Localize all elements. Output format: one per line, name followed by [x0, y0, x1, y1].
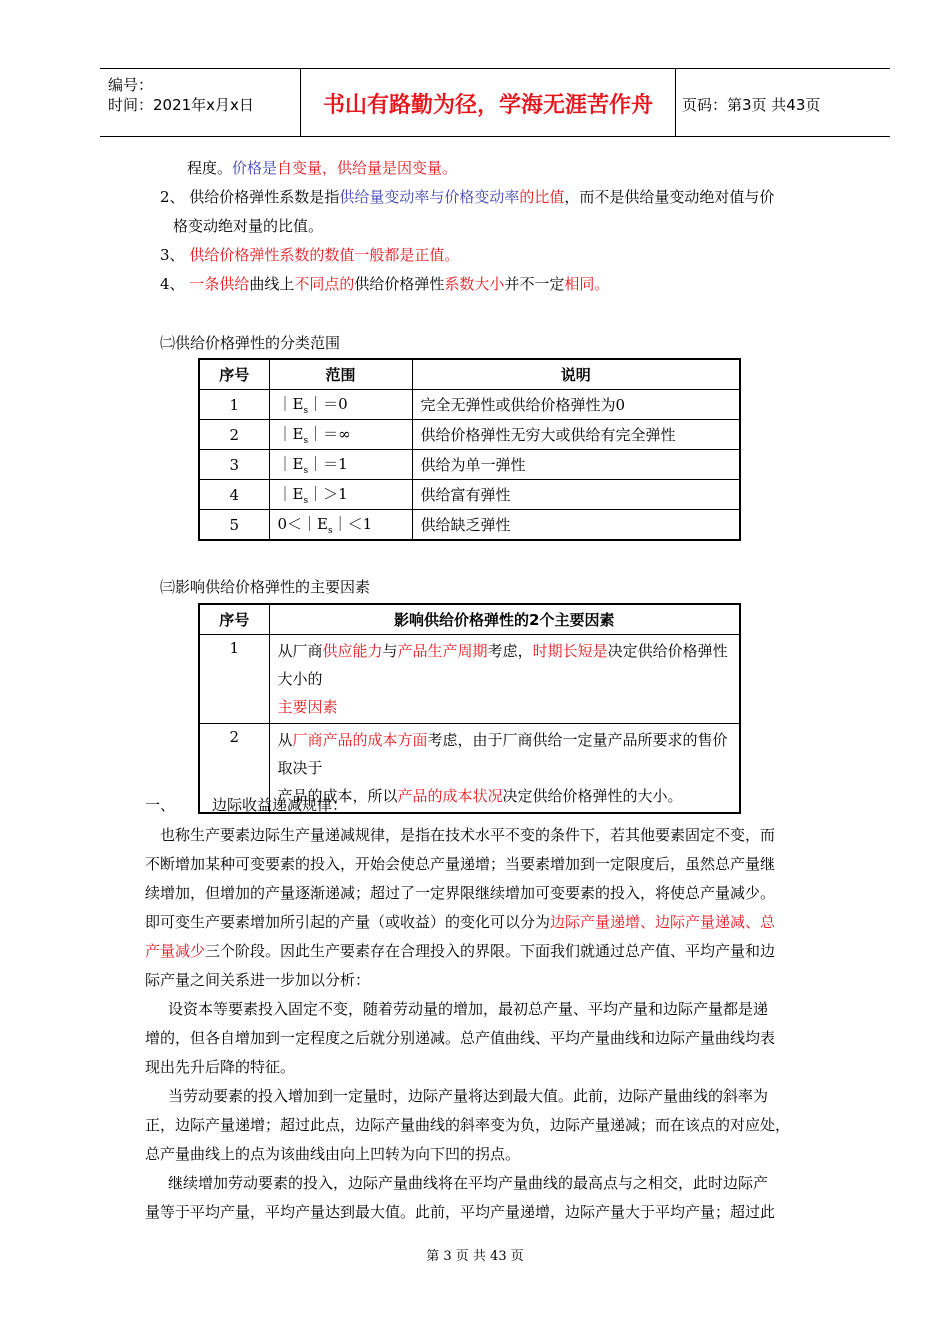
cell-desc: 供给为单一弹性 [412, 450, 740, 480]
heading-marginal-returns: 边际收益递减规律： [212, 796, 348, 814]
header-divider [300, 69, 301, 136]
para-line: 际产量之间关系进一步加以分析： [145, 971, 371, 989]
text: 并不一定 [504, 275, 565, 293]
header-range: 范围 [269, 359, 412, 390]
table-row [199, 450, 740, 480]
para-line: 续增加，但增加的产量逐渐递减；超过了一定界限继续增加可变要素的投入，将使总产量减少。 [145, 884, 776, 902]
text: 的比值 [519, 188, 565, 206]
heading-number: 一、 [145, 796, 176, 814]
text: 价格是 [232, 159, 278, 177]
text: 程度。 [187, 159, 233, 177]
text: 供给价格弹性系数的数值一般都是正值。 [189, 246, 460, 264]
table-row [199, 420, 740, 450]
intro-line-1 [187, 158, 457, 178]
header-number: 编号： [108, 76, 154, 94]
factors-table [198, 603, 741, 814]
intro-line-3 [160, 245, 459, 265]
cell-range: $|E_s|=\infty$ [269, 420, 412, 450]
cell-range: $|E_s|>1$ [269, 480, 412, 510]
cell-desc: 供给富有弹性 [412, 480, 740, 510]
text: 3、 [160, 246, 190, 264]
text: 2、 供给价格弹性系数是指 [160, 188, 340, 206]
cell-range: $0<|E_s|<1$ [269, 510, 412, 541]
para-line: 继续增加劳动要素的投入，边际产量曲线将在平均产量曲线的最高点与之相交，此时边际产 [168, 1174, 769, 1192]
header-factors: 影响供给价格弹性的2个主要因素 [269, 604, 740, 635]
intro-line-4 [160, 274, 609, 294]
cell-desc: 完全无弹性或供给价格弹性为0 [412, 390, 740, 420]
text: 自变量，供给量是因变量。 [277, 159, 458, 177]
text: 不同点的 [294, 275, 355, 293]
header-desc: 说明 [412, 359, 740, 390]
text: 供给量变动率与价格变动率 [339, 188, 520, 206]
para-line: 不断增加某种可变要素的投入，开始会使总产量递增；当要素增加到一定限度后，虽然总产量继 [145, 855, 776, 873]
table-row [199, 635, 740, 724]
header-meta [108, 75, 254, 115]
page-header [100, 68, 890, 137]
cell-no: 5 [199, 510, 269, 541]
para-line: 增的，但各自增加到一定程度之后就分别递减。总产值曲线、平均产量曲线和边际产量曲线均表 [145, 1029, 776, 1047]
para-line: 现出先升后降的特征。 [145, 1058, 296, 1076]
page-footer: 第 3 页 共 43 页 [426, 1249, 524, 1264]
text: 4、 [160, 275, 190, 293]
cell-range: $|E_s|=0$ [269, 390, 412, 420]
cell-no: 1 [199, 635, 269, 724]
cell-range: $|E_s|=1$ [269, 450, 412, 480]
section-title-classification: ㈡供给价格弹性的分类范围 [160, 334, 341, 352]
header-page-info: 页码：第3页 共43页 [682, 96, 821, 114]
text: 曲线上 [249, 275, 295, 293]
cell-desc: 供给缺乏弹性 [412, 510, 740, 541]
para-line: 设资本等要素投入固定不变，随着劳动量的增加，最初总产量、平均产量和边际产量都是递 [168, 1000, 769, 1018]
header-time: 时间：2021年x月x日 [108, 96, 254, 114]
section-title-factors: ㈢影响供给价格弹性的主要因素 [160, 578, 371, 596]
table-row [199, 480, 740, 510]
cell-no: 2 [199, 420, 269, 450]
para-line: 即可变生产要素增加所引起的产量（或收益）的变化可以分为边际产量递增、边际产量递减、总 [145, 913, 776, 931]
cell-no: 1 [199, 390, 269, 420]
table-header-row [199, 604, 740, 635]
header-divider [675, 69, 676, 136]
text: 供给价格弹性 [354, 275, 445, 293]
cell-desc: 供给价格弹性无穷大或供给有完全弹性 [412, 420, 740, 450]
text: 系数大小 [444, 275, 505, 293]
classification-table [198, 358, 741, 541]
table-row [199, 510, 740, 541]
cell-no: 3 [199, 450, 269, 480]
para-line: 量等于平均产量，平均产量达到最大值。此前，平均产量递增，边际产量大于平均产量；超过此 [145, 1203, 776, 1221]
intro-line-2 [160, 187, 774, 207]
header-no: 序号 [199, 359, 269, 390]
cell-no: 2 [199, 724, 269, 814]
para-line: 当劳动要素的投入增加到一定量时，边际产量将达到最大值。此前，边际产量曲线的斜率为 [168, 1087, 769, 1105]
para-line: 正，边际产量递增；超过此点，边际产量曲线的斜率变为负，边际产量递减；而在该点的对应处， [145, 1116, 791, 1134]
text: 一条供给 [189, 275, 250, 293]
cell-factor: 从厂商供应能力与产品生产周期考虑，时期长短是决定供给价格弹性大小的 主要因素 [269, 635, 740, 724]
table-header-row [199, 359, 740, 390]
text: ，而不是供给量变动绝对值与价 [564, 188, 775, 206]
para-line: 也称生产要素边际生产量递减规律，是指在技术水平不变的条件下，若其他要素固定不变，而 [160, 826, 776, 844]
table-row [199, 390, 740, 420]
para-line: 总产量曲线上的点为该曲线由向上凹转为向下凹的拐点。 [145, 1145, 521, 1163]
header-motto: 书山有路勤为径，学海无涯苦作舟 [322, 93, 653, 118]
cell-factor: 从厂商产品的成本方面考虑，由于厂商供给一定量产品所要求的售价取决于 产品的成本，所以产品的成本状况决定供给价格弹性的大小。 [269, 724, 740, 814]
para-line: 产量减少三个阶段。因此生产要素存在合理投入的界限。下面我们就通过总产值、平均产量和边 [145, 942, 776, 960]
text: 相同。 [564, 275, 610, 293]
cell-no: 4 [199, 480, 269, 510]
intro-line-2b: 格变动绝对量的比值。 [173, 217, 324, 235]
header-no: 序号 [199, 604, 269, 635]
